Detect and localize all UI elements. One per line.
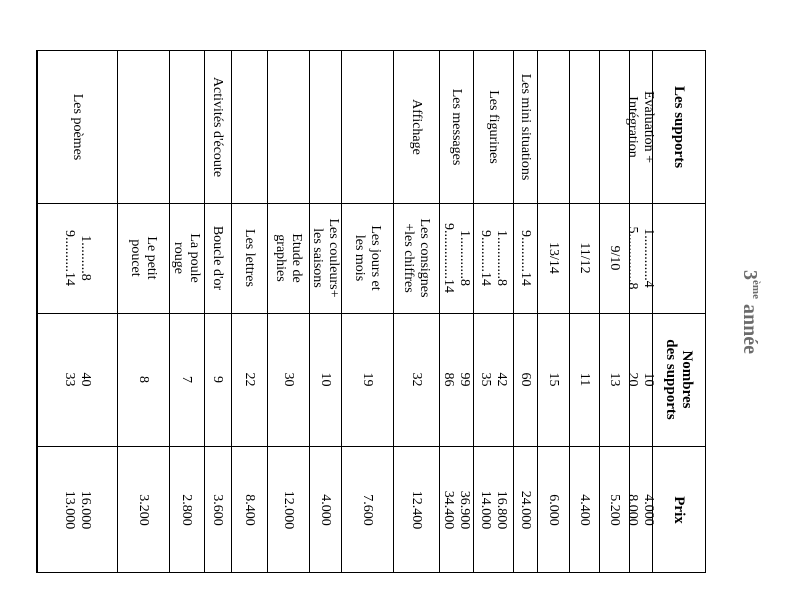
- header-prix: [652, 446, 707, 574]
- cell-support: [169, 51, 204, 203]
- cell-price: [117, 446, 169, 574]
- header-supports-text: Les supports: [671, 85, 688, 169]
- cell-count-text: 19: [360, 372, 375, 387]
- cell-support: [537, 51, 569, 203]
- cell-count: [473, 313, 513, 446]
- cell-price: [513, 446, 537, 574]
- header-nombres: [652, 313, 707, 446]
- cell-price-text: 3.600: [210, 494, 226, 526]
- cell-count-text: 42 35: [478, 372, 509, 387]
- cell-price-text: 16.800 14.000: [478, 490, 509, 530]
- cell-count: [625, 313, 657, 446]
- cell-count-text: 22: [242, 372, 257, 387]
- heading-grade: 3: [739, 270, 761, 281]
- cell-support-text: Evaluation + Intégration: [625, 90, 657, 164]
- cell-count-text: 30: [281, 372, 296, 387]
- cell-support: [341, 51, 393, 203]
- cell-support: [473, 51, 513, 203]
- cell-support-text: Les poèmes: [70, 93, 85, 161]
- cell-support: [439, 51, 473, 203]
- cell-count: [204, 313, 231, 446]
- header-nombres-text: Nombres des supports: [663, 339, 696, 420]
- cell-price-text: 24.000: [518, 490, 533, 530]
- cell-count: [537, 313, 569, 446]
- cell-count: [231, 313, 267, 446]
- cell-range: [169, 203, 204, 313]
- cell-range-text: 9..........14: [518, 230, 533, 286]
- cell-price: [267, 446, 309, 574]
- cell-count: [37, 313, 117, 446]
- cell-range-text: 13/14: [546, 242, 561, 274]
- cell-price-text: 3.200: [136, 494, 151, 526]
- supports-table: [36, 50, 706, 573]
- cell-price-text: 4.400: [577, 494, 592, 526]
- cell-support: [569, 51, 599, 203]
- cell-support: [231, 51, 267, 203]
- cell-count: [341, 313, 393, 446]
- cell-price-text: 16.000 13.000: [62, 490, 93, 530]
- cell-count-text: 7: [179, 376, 195, 383]
- cell-count-text: 8: [136, 376, 151, 383]
- cell-support: [309, 51, 341, 203]
- cell-price-text: 36.900 34.400: [441, 490, 472, 530]
- cell-range-text: 1.............4 5..............8: [625, 226, 657, 290]
- cell-price: [569, 446, 599, 574]
- cell-count: [439, 313, 473, 446]
- cell-support: [599, 51, 629, 203]
- cell-price: [309, 446, 341, 574]
- cell-price: [439, 446, 473, 574]
- cell-count: [599, 313, 629, 446]
- cell-support-text: Les messages: [449, 88, 464, 166]
- cell-range-text: Boucle d'or: [210, 225, 226, 291]
- cell-count-text: 99 86: [441, 372, 472, 387]
- cell-price-text: 12.400: [409, 490, 424, 530]
- cell-range-text: 1............8 9..........14: [478, 230, 509, 286]
- cell-support: [204, 51, 231, 203]
- cell-range-text: 9/10: [607, 245, 622, 271]
- cell-price: [341, 446, 393, 574]
- cell-support-text: Activités d'écoute: [210, 76, 226, 178]
- cell-count: [393, 313, 439, 446]
- cell-price: [599, 446, 629, 574]
- header-supports: [652, 51, 707, 203]
- cell-range-text: Les lettres: [242, 229, 257, 287]
- cell-range: [37, 203, 117, 313]
- cell-price: [204, 446, 231, 574]
- cell-range: [393, 203, 439, 313]
- cell-count-text: 60: [518, 372, 533, 387]
- cell-price-text: 4.000 8.000: [625, 494, 657, 526]
- cell-range: [341, 203, 393, 313]
- cell-count-text: 10 20: [625, 372, 657, 387]
- cell-range: [309, 203, 341, 313]
- cell-range: [231, 203, 267, 313]
- cell-count-text: 15: [546, 372, 561, 387]
- cell-support: [267, 51, 309, 203]
- cell-support: [393, 51, 439, 203]
- cell-range: [267, 203, 309, 313]
- cell-count: [267, 313, 309, 446]
- cell-range: [204, 203, 231, 313]
- heading-year: année: [739, 303, 761, 354]
- cell-support: [513, 51, 537, 203]
- cell-range-text: Etude de graphies: [273, 233, 304, 283]
- cell-price: [37, 446, 117, 574]
- cell-price: [625, 446, 657, 574]
- cell-range: [599, 203, 629, 313]
- cell-range: [625, 203, 657, 313]
- cell-range-text: Les consignes +les chiffres: [401, 218, 432, 298]
- cell-count-text: 32: [409, 372, 424, 387]
- cell-count: [513, 313, 537, 446]
- cell-price-text: 2.800: [179, 494, 195, 526]
- cell-price: [393, 446, 439, 574]
- cell-count-text: 11: [577, 372, 592, 387]
- cell-count-text: 40 33: [62, 372, 93, 387]
- cell-price: [169, 446, 204, 574]
- cell-price-text: 8.400: [242, 494, 257, 526]
- cell-count-text: 9: [210, 376, 226, 383]
- cell-support-text: Les mini situations: [518, 73, 533, 181]
- cell-range: [513, 203, 537, 313]
- header-prix-text: Prix: [671, 496, 688, 524]
- cell-price-text: 4.000: [318, 494, 333, 526]
- heading-grade-suffix: ème: [750, 280, 762, 299]
- cell-range: [537, 203, 569, 313]
- page-heading: [738, 248, 774, 376]
- cell-count: [169, 313, 204, 446]
- cell-price-text: 12.000: [281, 490, 296, 530]
- cell-price: [537, 446, 569, 574]
- cell-support: [625, 51, 657, 203]
- cell-support: [117, 51, 169, 203]
- cell-range-text: Les jours et les mois: [352, 225, 383, 291]
- cell-range: [439, 203, 473, 313]
- cell-price: [231, 446, 267, 574]
- cell-range-text: Le petit poucet: [128, 236, 159, 280]
- cell-count: [117, 313, 169, 446]
- cell-price: [473, 446, 513, 574]
- cell-count-text: 13: [607, 372, 622, 387]
- cell-support-text: Les figurines: [486, 90, 501, 164]
- cell-range-text: 11/12: [577, 242, 592, 274]
- cell-count-text: 10: [318, 372, 333, 387]
- cell-count: [569, 313, 599, 446]
- cell-range-text: Les couleurs+ les saisons: [310, 218, 341, 298]
- cell-range-text: La poule rouge: [171, 233, 203, 283]
- cell-range: [569, 203, 599, 313]
- cell-support: [37, 51, 117, 203]
- cell-price-text: 6.000: [546, 494, 561, 526]
- cell-range: [473, 203, 513, 313]
- cell-count: [309, 313, 341, 446]
- cell-price-text: 5.200: [607, 494, 622, 526]
- cell-range-text: 1............8 9..............14: [441, 223, 472, 293]
- cell-range: [117, 203, 169, 313]
- cell-price-text: 7.600: [360, 494, 375, 526]
- cell-support-text: Affichage: [409, 99, 424, 155]
- cell-range-text: 1.........8 9..........14: [62, 230, 93, 286]
